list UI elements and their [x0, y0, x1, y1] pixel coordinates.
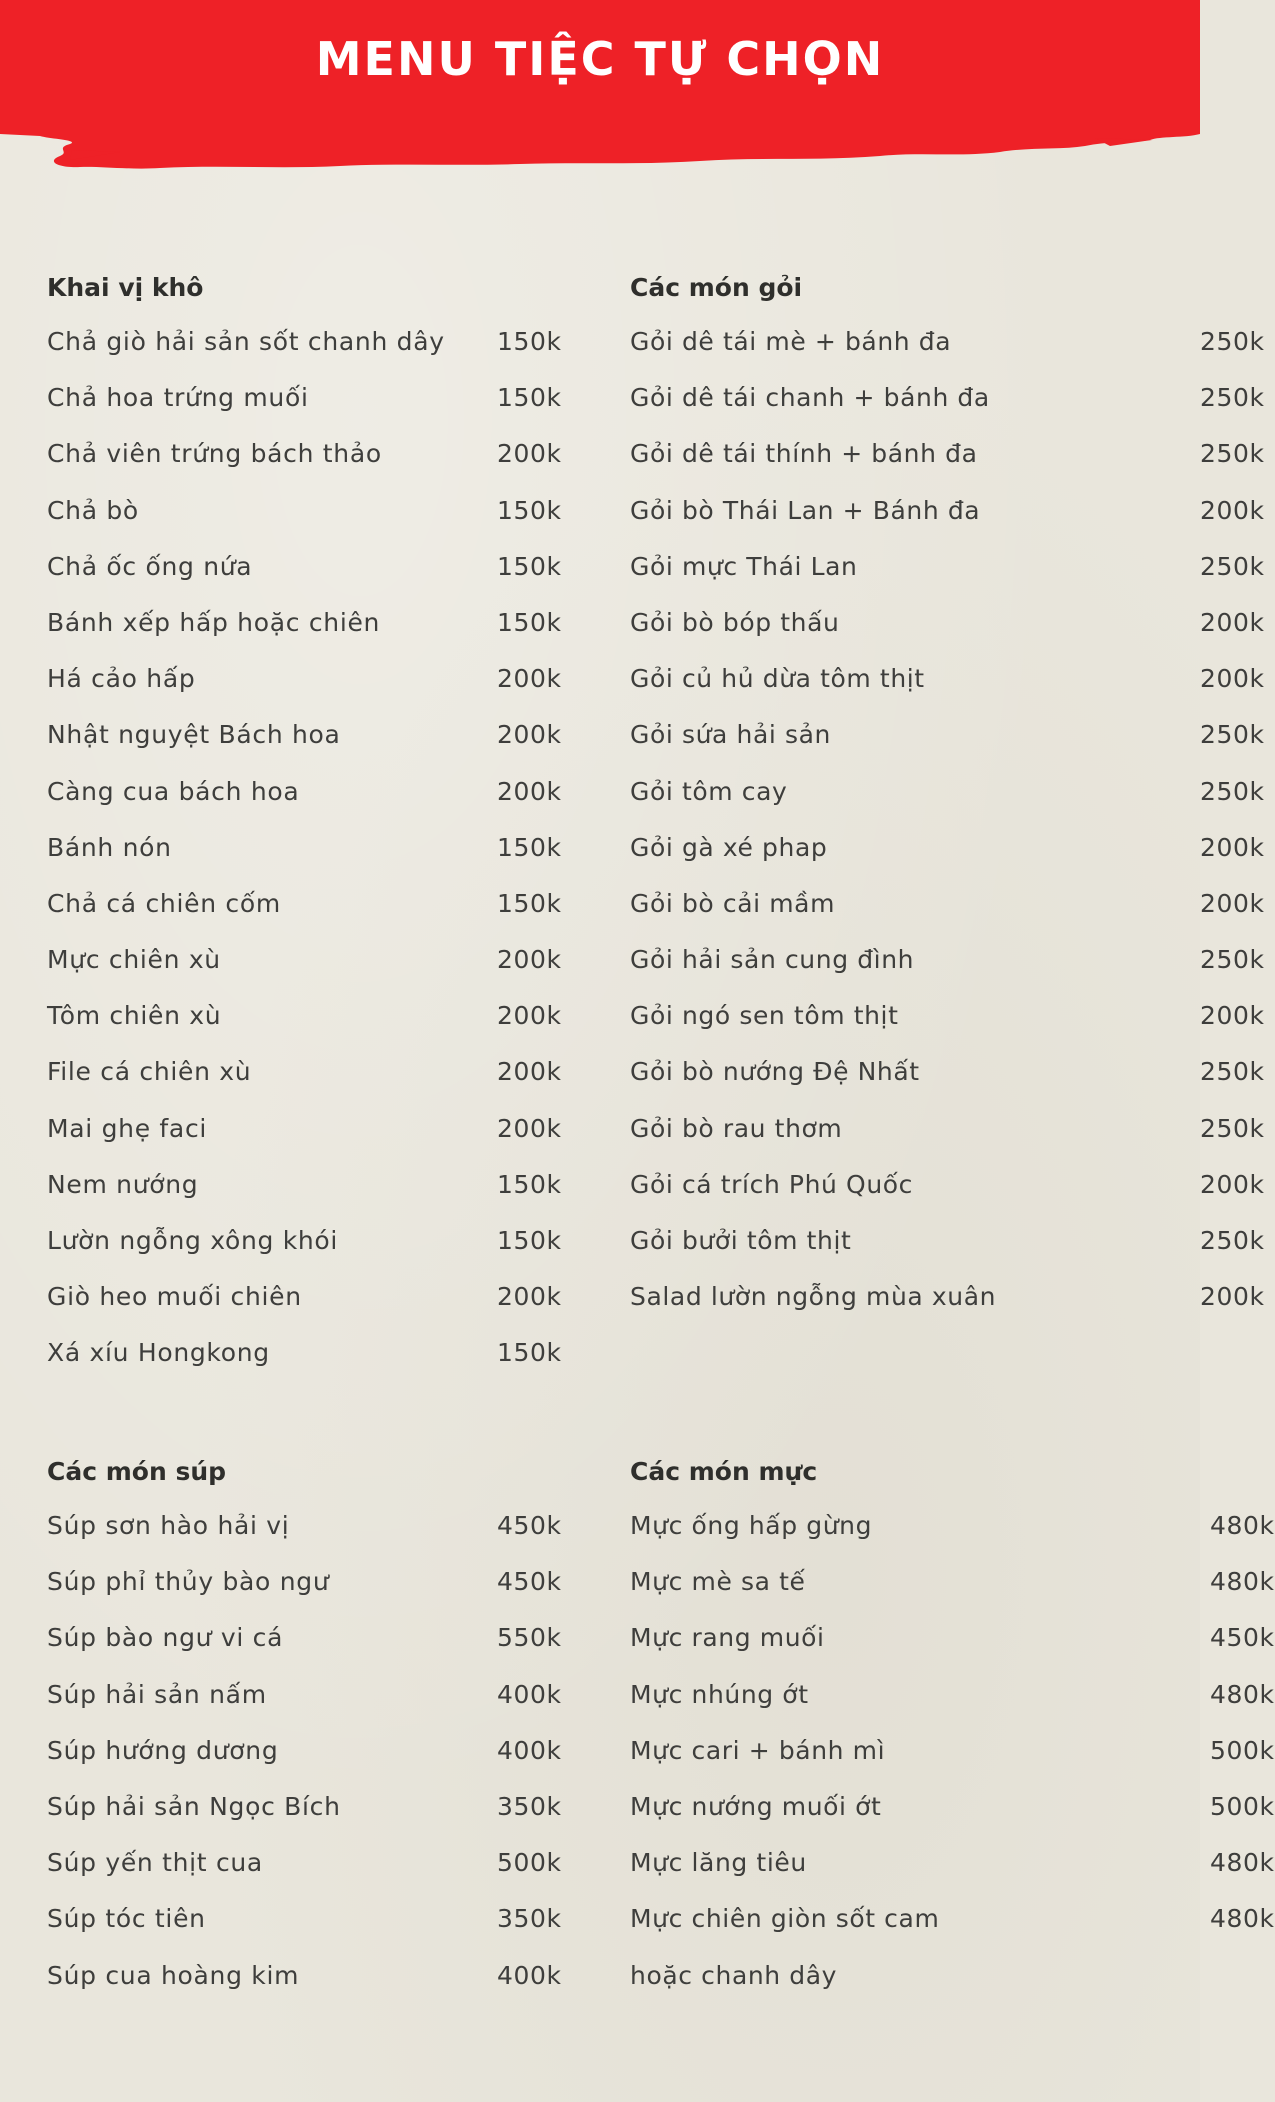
menu-item: [630, 659, 1265, 715]
menu-item: [630, 322, 1265, 378]
menu-item: [47, 1506, 587, 1562]
menu-item: [630, 1787, 1275, 1843]
menu-item: [630, 1618, 1275, 1674]
menu-item: [630, 1052, 1265, 1108]
item-name: Gỏi củ hủ dừa tôm thịt: [630, 664, 925, 694]
item-price: 200k: [1200, 1001, 1265, 1031]
item-price: 200k: [497, 664, 562, 694]
item-name: Chả bò: [47, 495, 139, 525]
item-price: 200k: [1200, 888, 1265, 918]
item-price: 200k: [1200, 495, 1265, 525]
menu-item: [47, 772, 587, 828]
menu-item: [47, 940, 587, 996]
item-name: Súp phỉ thủy bào ngư: [47, 1567, 330, 1597]
item-price: 250k: [1200, 327, 1265, 356]
section-title: Các món mực: [630, 1457, 818, 1486]
item-price: 350k: [497, 1791, 562, 1821]
section-title: Các món súp: [47, 1457, 227, 1486]
item-price: 150k: [497, 495, 562, 525]
item-name: Chả giò hải sản sốt chanh dây: [47, 327, 445, 356]
item-price: 200k: [1200, 1169, 1265, 1199]
item-name: Giò heo muối chiên: [47, 1282, 302, 1312]
menu-item: [630, 1109, 1265, 1165]
item-name: Mai ghẹ faci: [47, 1113, 208, 1143]
item-name: Há cảo hấp: [47, 664, 196, 694]
item-price: 200k: [497, 1057, 562, 1087]
item-price: 200k: [497, 1113, 562, 1143]
menu-item: [47, 1618, 587, 1674]
item-name: Gỏi bò Thái Lan + Bánh đa: [630, 495, 981, 525]
menu-item: [630, 828, 1265, 884]
item-name: Súp hướng dương: [47, 1735, 279, 1765]
menu-item: [47, 1109, 587, 1165]
item-name: Súp tóc tiên: [47, 1904, 206, 1934]
menu-item: [630, 1165, 1265, 1221]
item-name: Súp hải sản nấm: [47, 1679, 267, 1709]
item-name: Mực chiên giòn sốt cam: [630, 1904, 940, 1934]
menu-item: [630, 1956, 1190, 2012]
item-name: Gỏi sứa hải sản: [630, 720, 831, 750]
item-price: 250k: [1200, 1113, 1265, 1143]
menu-item: [47, 884, 587, 940]
item-price: 450k: [1210, 1623, 1275, 1653]
item-name: Gỏi dê tái thính + bánh đa: [630, 439, 978, 469]
item-name: Mực rang muối: [630, 1623, 825, 1653]
menu-item: [47, 1221, 587, 1277]
item-name: Bánh nón: [47, 832, 172, 862]
menu-item: [47, 1731, 587, 1787]
item-name: Mực cari + bánh mì: [630, 1735, 886, 1765]
item-name: Càng cua bách hoa: [47, 776, 300, 806]
menu-item: [630, 1899, 1275, 1955]
item-name: Súp yến thịt cua: [47, 1848, 263, 1878]
item-name: Nem nướng: [47, 1169, 199, 1199]
item-price: 200k: [1200, 607, 1265, 637]
menu-item: [47, 659, 587, 715]
item-price: 500k: [497, 1848, 562, 1878]
item-price: 150k: [497, 1169, 562, 1199]
item-name: Gỏi dê tái mè + bánh đa: [630, 327, 952, 356]
item-name: Mực ống hấp gừng: [630, 1511, 873, 1540]
menu-item: [630, 1675, 1275, 1731]
item-price: 150k: [497, 327, 562, 356]
menu-item: [47, 603, 587, 659]
item-price: 200k: [497, 1282, 562, 1312]
menu-item: [630, 547, 1265, 603]
menu-item: [47, 378, 587, 434]
menu-item: [630, 603, 1265, 659]
item-name: File cá chiên xù: [47, 1057, 252, 1087]
item-name: Bánh xếp hấp hoặc chiên: [47, 607, 381, 637]
menu-item: [47, 434, 587, 490]
item-name: Gỏi mực Thái Lan: [630, 551, 858, 581]
menu-item: [630, 434, 1265, 490]
menu-item: [630, 378, 1265, 434]
item-price: 480k: [1210, 1511, 1275, 1540]
item-price: 480k: [1210, 1848, 1275, 1878]
menu-item: [630, 884, 1265, 940]
item-name: Gỏi gà xé phap: [630, 832, 828, 862]
item-price: 200k: [497, 945, 562, 975]
menu-item: [47, 996, 587, 1052]
item-name: Súp bào ngư vi cá: [47, 1623, 284, 1653]
menu-item: [630, 491, 1265, 547]
item-name: Chả viên trứng bách thảo: [47, 439, 382, 469]
menu-item: [630, 772, 1265, 828]
menu-item: [47, 715, 587, 771]
item-price: 450k: [497, 1511, 562, 1540]
item-price: 480k: [1210, 1904, 1275, 1934]
item-name: Gỏi bò nướng Đệ Nhất: [630, 1057, 920, 1087]
menu-item: [47, 828, 587, 884]
item-price: 250k: [1200, 776, 1265, 806]
item-name: Gỏi bò cải mầm: [630, 888, 836, 918]
item-price: 200k: [497, 776, 562, 806]
section-title: Khai vị khô: [47, 273, 204, 302]
item-name: Súp hải sản Ngọc Bích: [47, 1791, 341, 1821]
section-title: Các món gỏi: [630, 273, 803, 302]
menu-title: MENU TIỆC TỰ CHỌN: [315, 32, 885, 86]
menu-item-list: [47, 322, 587, 1390]
item-price: 400k: [497, 1679, 562, 1709]
item-name: Súp cua hoàng kim: [47, 1960, 300, 1990]
item-price: 500k: [1210, 1791, 1275, 1821]
item-price: 250k: [1200, 383, 1265, 413]
item-price: 250k: [1200, 720, 1265, 750]
item-price: 150k: [497, 607, 562, 637]
menu-item: [47, 1165, 587, 1221]
item-price: 200k: [1200, 664, 1265, 694]
section-khai-vi-kho: [47, 268, 587, 1390]
item-price: 350k: [497, 1904, 562, 1934]
item-name: Mực lăng tiêu: [630, 1848, 807, 1878]
item-price: 450k: [497, 1567, 562, 1597]
section-cac-mon-muc: [630, 1452, 1275, 2012]
item-name: Gỏi ngó sen tôm thịt: [630, 1001, 899, 1031]
item-name: Salad lườn ngỗng mùa xuân: [630, 1282, 997, 1312]
menu-item: [630, 940, 1265, 996]
item-price: 200k: [497, 439, 562, 469]
item-name: Súp sơn hào hải vị: [47, 1511, 290, 1540]
menu-item: [630, 1562, 1275, 1618]
item-price: 480k: [1210, 1679, 1275, 1709]
item-price: 250k: [1200, 439, 1265, 469]
item-price: 150k: [497, 1338, 562, 1368]
menu-item: [630, 1221, 1265, 1277]
item-price: 550k: [497, 1623, 562, 1653]
item-price: 400k: [497, 1735, 562, 1765]
menu-item: [630, 1731, 1275, 1787]
menu-item: [630, 715, 1265, 771]
menu-item: [47, 1052, 587, 1108]
item-name: Xá xíu Hongkong: [47, 1338, 270, 1368]
item-name: Chả ốc ống nứa: [47, 551, 253, 581]
item-price: 200k: [1200, 832, 1265, 862]
menu-item: [47, 547, 587, 603]
item-name: Mực nướng muối ớt: [630, 1791, 882, 1821]
menu-item: [47, 1956, 587, 2012]
item-name: Gỏi bưởi tôm thịt: [630, 1226, 852, 1255]
menu-item: [47, 1899, 587, 1955]
menu-item-list: [47, 1506, 587, 2012]
menu-item: [47, 1333, 587, 1389]
item-price: 150k: [497, 832, 562, 862]
menu-item-list: [630, 322, 1265, 1333]
menu-item: [47, 1277, 587, 1333]
item-name: Mực mè sa tế: [630, 1567, 806, 1597]
item-name: Gỏi tôm cay: [630, 776, 788, 806]
item-price: 480k: [1210, 1567, 1275, 1597]
item-name: Tôm chiên xù: [47, 1001, 222, 1031]
section-cac-mon-sup: [47, 1452, 587, 2012]
item-name: Gỏi bò rau thơm: [630, 1113, 843, 1143]
item-name: Mực chiên xù: [47, 945, 221, 975]
item-price: 250k: [1200, 551, 1265, 581]
header-banner: [0, 0, 1200, 175]
item-price: 500k: [1210, 1735, 1275, 1765]
item-name: Gỏi cá trích Phú Quốc: [630, 1169, 914, 1199]
menu-item: [47, 1675, 587, 1731]
item-price: 150k: [497, 551, 562, 581]
menu-item: [630, 1506, 1275, 1562]
menu-item: [630, 1843, 1275, 1899]
item-price: 400k: [497, 1960, 562, 1990]
item-name: Lườn ngỗng xông khói: [47, 1226, 339, 1255]
item-name: Nhật nguyệt Bách hoa: [47, 720, 341, 750]
menu-item: [47, 322, 587, 378]
item-name: hoặc chanh dây: [630, 1960, 838, 1990]
item-name: Gỏi dê tái chanh + bánh đa: [630, 383, 990, 413]
item-price: 250k: [1200, 1226, 1265, 1255]
menu-item: [47, 491, 587, 547]
menu-item: [47, 1787, 587, 1843]
section-cac-mon-goi: [630, 268, 1265, 1333]
item-price: 200k: [497, 720, 562, 750]
item-name: Mực nhúng ớt: [630, 1679, 809, 1709]
menu-item: [630, 1277, 1265, 1333]
brush-stroke-banner: [0, 0, 1200, 175]
menu-item: [630, 996, 1265, 1052]
item-name: Gỏi bò bóp thấu: [630, 607, 840, 637]
item-name: Chả cá chiên cốm: [47, 888, 281, 918]
item-name: Chả hoa trứng muối: [47, 383, 309, 413]
item-price: 150k: [497, 383, 562, 413]
item-price: 200k: [1200, 1282, 1265, 1312]
item-price: 150k: [497, 888, 562, 918]
menu-item: [47, 1843, 587, 1899]
menu-item: [47, 1562, 587, 1618]
item-price: 250k: [1200, 945, 1265, 975]
item-price: 150k: [497, 1226, 562, 1255]
item-price: 250k: [1200, 1057, 1265, 1087]
menu-item-list: [630, 1506, 1275, 2012]
item-name: Gỏi hải sản cung đình: [630, 945, 915, 975]
item-price: 200k: [497, 1001, 562, 1031]
